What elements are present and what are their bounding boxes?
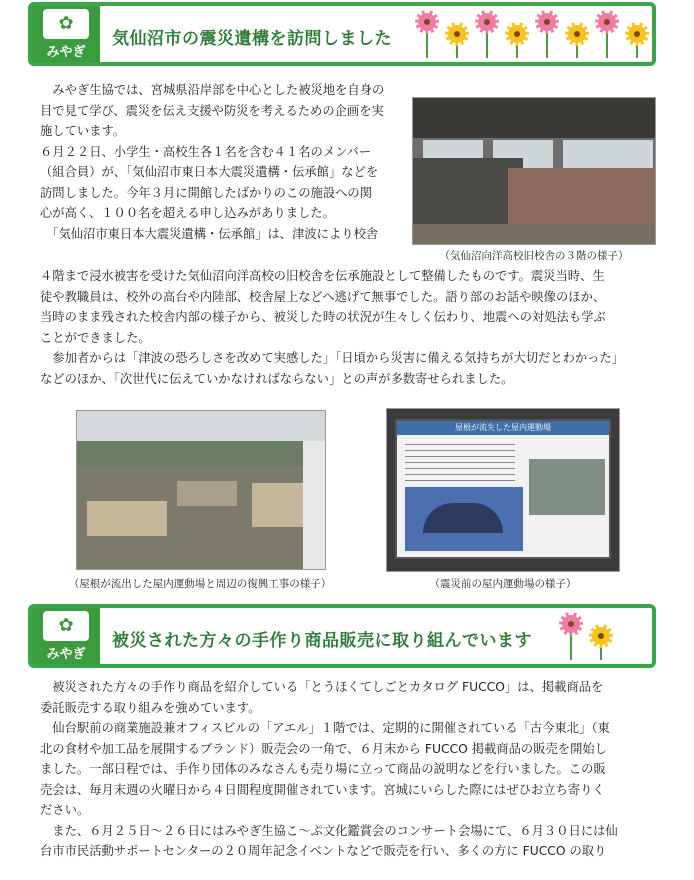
flower-icon — [444, 8, 470, 60]
text-line: みやぎ生協では、宮城県沿岸部を中心とした被災地を自身の — [40, 83, 385, 97]
section1-header — [28, 2, 656, 66]
text-line: 売会は、毎月末週の火曜日から４日間程度開催されています。宮城にいらした際にはぜひお立ち寄りく — [40, 782, 605, 797]
text-line: ださい。 — [40, 803, 90, 817]
flower-icon — [564, 8, 590, 60]
flower-icon — [414, 8, 440, 60]
text-line: 心が高く、１００名を超える申し込みがありました。 — [40, 206, 335, 220]
section2-header — [28, 604, 656, 668]
text-line: 当時のまま残された校舎内部の様子から、被災した時の状況が生々しく伝わり、地震への対処法も学ぶ — [40, 310, 606, 324]
signboard — [395, 419, 611, 559]
text-line: 仙台駅前の商業施設兼オフィスビルの「アエル」１階では、定期的に開催されている「古今東北」（東 — [40, 721, 610, 735]
flower-icon — [594, 8, 620, 60]
text-line: ことができました。 — [40, 330, 151, 345]
text-line: 施しています。 — [40, 124, 126, 138]
text-line: 訪問しました。今年３月に開館したばかりのこの施設への関 — [40, 185, 373, 200]
logo-text: みやぎ — [46, 646, 86, 662]
text-line: ６月２２日、小学生・高校生各１名を含む４１名のメンバー — [40, 144, 372, 159]
text-line: また、６月２５日～２６日にはみやぎ生協こ～ぷ文化鑑賞会のコンサート会場にて、６月３０日には仙 — [40, 823, 618, 838]
text-line: ４階まで浸水被害を受けた気仙沼向洋高校の旧校舎を伝承施設として整備したものです。震災当時、生 — [40, 269, 605, 283]
text-line: 北の食材や加工品を展開するブランド）販売会の一角で、６月末から FUCCO 掲載商品の販売を開始し — [40, 741, 607, 756]
text-line: 被災された方々の手作り商品を紹介している「とうほくてしごとカタログ FUCCO」は、掲載商品を — [40, 680, 604, 694]
section1-intro — [40, 80, 408, 244]
section2-title: 被災された方々の手作り商品販売に取り組んでいます — [112, 631, 532, 651]
section1-body — [40, 266, 664, 389]
text-line: 台市市民活動サポートセンターの２０周年記念イベントなどで販売を行い、多くの方に FUCCO の取り — [40, 844, 607, 858]
flower-icon — [474, 8, 500, 60]
photo2-caption: （屋根が流出した屋内運動場と周辺の復興工事の様子） — [68, 578, 332, 590]
text-line: 徒や教職員は、校外の高台や内陸部、校舎屋上などへ逃げて無事でした。語り部のお話や映像のほか、 — [40, 289, 606, 304]
text-line: などのほか、「次世代に伝えていかなければならない」との声が多数寄せられました。 — [40, 371, 514, 386]
miyagi-coop-logo — [32, 6, 100, 62]
text-line: 「気仙沼市東日本大震災遺構・伝承館」は、津波により校舎 — [40, 226, 379, 241]
clover-icon: ✿ — [43, 9, 89, 39]
text-line: 参加者からは「津波の恐ろしさを改めて実感した」「日頃から災害に備える気持ちが大切だとわかった」 — [40, 351, 625, 365]
section1-title: 気仙沼市の震災遺構を訪問しました — [112, 29, 392, 49]
clover-icon: ✿ — [43, 611, 89, 641]
miyagi-coop-logo — [32, 608, 100, 664]
photo1-caption: （気仙沼向洋高校旧校舎の３階の様子） — [439, 250, 629, 262]
flower-icon — [588, 610, 614, 662]
photo3-caption: （震災前の屋内運動場の様子） — [429, 578, 577, 590]
text-line: （組合員）が、「気仙沼市東日本大震災遺構・伝承館」などを — [40, 165, 379, 179]
flower-icon — [534, 8, 560, 60]
flower-icon — [504, 8, 530, 60]
section2-body — [40, 677, 664, 862]
flowers-decoration — [414, 8, 650, 60]
text-line: ました。一部日程では、手作り団体のみなさんも売り場に立って商品の説明などを行いました。この販 — [40, 762, 606, 776]
text-line: 目で見て学び、震災を伝え支援や防災を考えるための企画を実 — [40, 103, 384, 118]
gymnasium-aerial-photo — [76, 410, 326, 570]
text-line: 委託販売する取り組みを強めています。 — [40, 700, 261, 715]
school-interior-photo — [412, 97, 656, 245]
signboard-photo — [386, 408, 620, 572]
flower-icon — [558, 610, 584, 662]
signboard-title: 屋根が流失した屋内運動場 — [397, 421, 609, 435]
flower-icon — [624, 8, 650, 60]
flowers-decoration — [558, 610, 614, 662]
logo-text: みやぎ — [46, 44, 86, 60]
